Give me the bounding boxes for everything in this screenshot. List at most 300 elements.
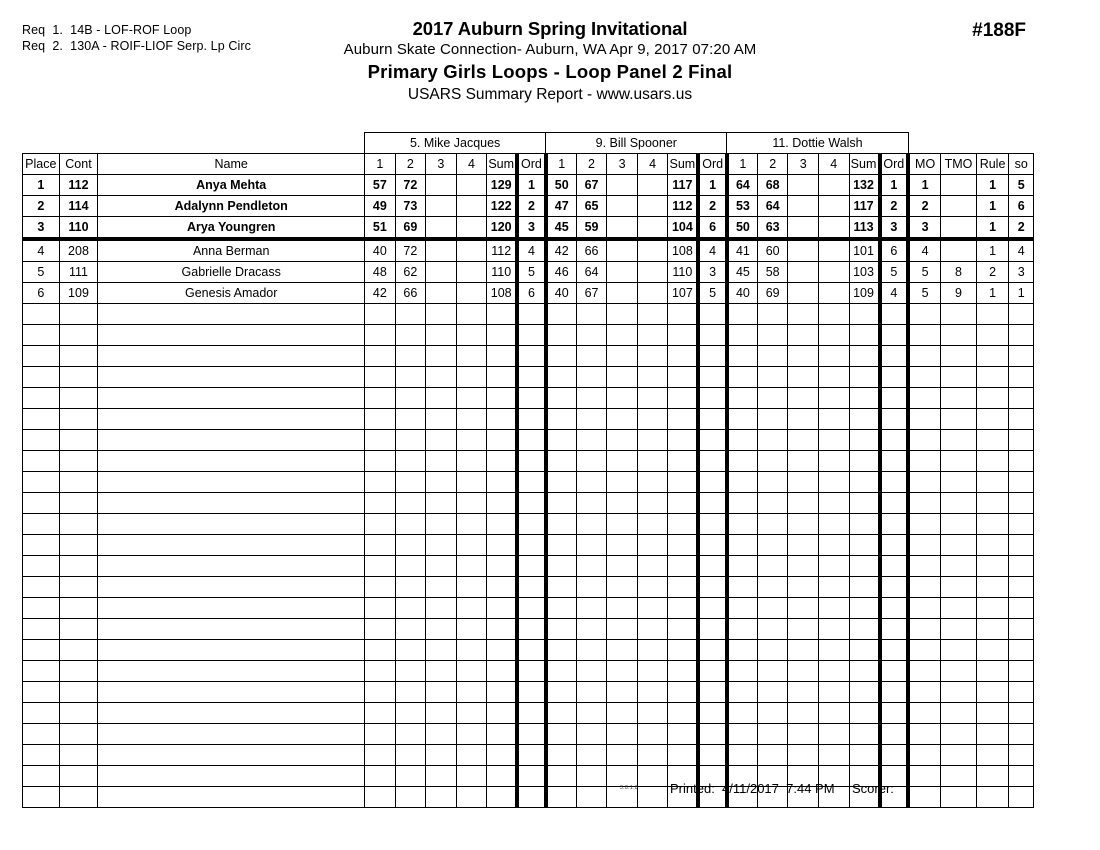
cell-j3-score-2 [757,535,788,556]
cell-rule [976,535,1009,556]
cell-j1-score-3 [426,196,457,217]
cell-j3-score-4 [818,619,849,640]
cell-j2-score-3 [607,577,638,598]
title-block [0,18,1100,106]
cell-tmo [941,493,977,514]
cell-j2-score-1 [546,514,577,535]
cell-j3-sum [849,409,880,430]
cell-j2-score-1 [546,472,577,493]
cell-tmo [941,661,977,682]
cell-j3-score-4 [818,640,849,661]
cell-j2-score-1 [546,430,577,451]
page-footer [22,781,1034,803]
cell-j1-sum: 122 [487,196,518,217]
cell-mo: 1 [908,175,941,196]
cell-j2-score-4 [637,598,668,619]
cell-j1-score-4 [456,175,487,196]
cell-j3-sum: 132 [849,175,880,196]
cell-j3-score-1 [727,472,758,493]
cell-rule [976,703,1009,724]
cell-j2-score-4 [637,409,668,430]
cell-j1-score-4 [456,514,487,535]
cell-j1-ord [517,556,546,577]
cell-j1-sum: 129 [487,175,518,196]
cell-mo [908,472,941,493]
cell-so [1009,619,1034,640]
cell-j3-score-2 [757,514,788,535]
cell-j3-score-4 [818,196,849,217]
header-cont: Cont [59,154,98,175]
cell-j1-score-3 [426,430,457,451]
cell-tmo [941,472,977,493]
cell-name [98,619,365,640]
cell-j1-score-3 [426,661,457,682]
cell-cont [59,514,98,535]
cell-j3-score-4 [818,367,849,388]
cell-j3-ord [880,556,909,577]
cell-j1-score-4 [456,535,487,556]
cell-j1-score-1 [365,493,396,514]
cell-rule [976,367,1009,388]
cell-j3-score-2 [757,430,788,451]
cell-j2-sum: 107 [668,283,699,304]
cell-name: Anya Mehta [98,175,365,196]
cell-name [98,640,365,661]
cell-tmo [941,577,977,598]
header-j1-score-3: 3 [426,154,457,175]
cell-j3-score-1 [727,535,758,556]
cell-j3-sum [849,619,880,640]
cell-j3-score-3 [788,514,819,535]
cell-j3-score-1 [727,514,758,535]
cell-j1-sum: 120 [487,217,518,240]
cell-j2-score-3 [607,239,638,262]
cell-j3-score-1 [727,598,758,619]
cell-j2-score-4 [637,535,668,556]
cell-j2-score-2 [576,430,607,451]
cell-j2-sum [668,556,699,577]
cell-j3-score-3 [788,640,819,661]
cell-j2-sum [668,451,699,472]
table-row-empty [23,703,1034,724]
cell-j1-score-2 [395,703,426,724]
cell-j2-score-3 [607,703,638,724]
cell-j3-score-2: 60 [757,239,788,262]
cell-j1-score-1 [365,724,396,745]
cell-j2-score-1 [546,304,577,325]
cell-cont: 109 [59,283,98,304]
cell-name: Anna Berman [98,239,365,262]
cell-j2-score-1 [546,640,577,661]
cell-j1-score-1 [365,577,396,598]
cell-j3-ord: 5 [880,262,909,283]
cell-j3-score-4 [818,304,849,325]
cell-j2-score-4 [637,619,668,640]
cell-j3-score-4 [818,239,849,262]
cell-mo [908,493,941,514]
cell-mo [908,745,941,766]
cell-j3-sum [849,703,880,724]
cell-j1-score-1 [365,535,396,556]
cell-name [98,535,365,556]
cell-name: Gabrielle Dracass [98,262,365,283]
cell-j1-sum [487,598,518,619]
printed-timestamp: Printed: 4/11/2017 7:44 PM [670,781,835,796]
cell-j3-ord [880,388,909,409]
cell-j3-score-3 [788,217,819,240]
cell-j3-sum [849,304,880,325]
cell-j3-score-4 [818,535,849,556]
cell-j1-score-2 [395,451,426,472]
cell-j2-score-1 [546,661,577,682]
cell-j3-ord [880,703,909,724]
cell-cont [59,493,98,514]
cell-j3-score-1 [727,703,758,724]
cell-j2-score-3 [607,175,638,196]
cell-place [23,493,60,514]
cell-place: 5 [23,262,60,283]
cell-j1-score-2 [395,535,426,556]
cell-j2-score-3 [607,451,638,472]
cell-j2-score-4 [637,472,668,493]
cell-j1-score-2 [395,325,426,346]
cell-j3-score-2 [757,556,788,577]
cell-j3-score-1 [727,388,758,409]
cell-name [98,430,365,451]
cell-j2-score-3 [607,724,638,745]
cell-rule [976,640,1009,661]
cell-j1-score-3 [426,283,457,304]
cell-j2-score-2 [576,619,607,640]
cell-mo [908,640,941,661]
cell-place [23,388,60,409]
cell-cont [59,388,98,409]
cell-j2-score-1 [546,535,577,556]
cell-so [1009,388,1034,409]
cell-rule [976,493,1009,514]
band-spacer-so [1009,133,1034,154]
cell-rule [976,304,1009,325]
cell-j1-score-1 [365,451,396,472]
cell-j1-score-1 [365,745,396,766]
cell-j1-ord [517,451,546,472]
cell-j3-ord [880,682,909,703]
cell-j3-score-4 [818,556,849,577]
cell-j3-score-1 [727,325,758,346]
judge-name-1: 5. Mike Jacques [365,133,546,154]
cell-so [1009,451,1034,472]
cell-j1-score-4 [456,239,487,262]
cell-j3-score-2 [757,598,788,619]
cell-j3-ord: 6 [880,239,909,262]
cell-j2-score-1 [546,556,577,577]
cell-j1-ord [517,535,546,556]
cell-mo: 4 [908,239,941,262]
table-row-empty [23,472,1034,493]
cell-j2-ord [698,640,727,661]
requirement-line-1: Req 1. 14B - LOF-ROF Loop [22,23,192,37]
cell-j3-sum [849,535,880,556]
cell-name [98,451,365,472]
cell-j2-sum [668,346,699,367]
table-row-empty [23,535,1034,556]
cell-j3-score-3 [788,239,819,262]
header-j2-score-2: 2 [576,154,607,175]
cell-j2-score-3 [607,196,638,217]
cell-place [23,556,60,577]
cell-j2-score-1 [546,619,577,640]
cell-j3-score-1 [727,661,758,682]
cell-place [23,619,60,640]
cell-place [23,346,60,367]
cell-j2-score-1 [546,409,577,430]
cell-j3-sum [849,661,880,682]
cell-j1-score-3 [426,535,457,556]
band-spacer-tmo [941,133,977,154]
cell-tmo [941,451,977,472]
cell-name [98,577,365,598]
cell-j2-score-1 [546,346,577,367]
cell-place: 4 [23,239,60,262]
cell-j1-score-3 [426,217,457,240]
cell-tmo [941,682,977,703]
header-j1-ord: Ord [517,154,546,175]
cell-j3-score-3 [788,493,819,514]
cell-j3-sum [849,745,880,766]
cell-j2-score-3 [607,217,638,240]
cell-j3-score-3 [788,304,819,325]
cell-tmo [941,346,977,367]
cell-j3-score-1 [727,640,758,661]
cell-j2-score-3 [607,346,638,367]
cell-j1-score-3 [426,325,457,346]
cell-so [1009,493,1034,514]
cell-j1-ord [517,325,546,346]
cell-j2-score-1 [546,703,577,724]
cell-j1-score-2 [395,430,426,451]
cell-j2-ord [698,556,727,577]
table-row [23,262,1034,283]
cell-j1-score-3 [426,367,457,388]
cell-j3-sum [849,640,880,661]
cell-tmo [941,304,977,325]
cell-j1-ord [517,514,546,535]
cell-j1-score-4 [456,598,487,619]
cell-j1-score-1: 49 [365,196,396,217]
cell-j2-score-2: 67 [576,175,607,196]
cell-j1-score-1 [365,556,396,577]
cell-place [23,640,60,661]
cell-name [98,472,365,493]
cell-j2-score-2 [576,682,607,703]
cell-j2-ord [698,472,727,493]
cell-j2-sum: 104 [668,217,699,240]
cell-j2-score-4 [637,262,668,283]
header-j3-ord: Ord [880,154,909,175]
cell-j3-score-2 [757,661,788,682]
cell-j3-score-1: 41 [727,239,758,262]
cell-j1-score-3 [426,619,457,640]
cell-j3-score-1: 40 [727,283,758,304]
cell-j1-score-4 [456,493,487,514]
cell-j2-ord [698,535,727,556]
cell-j2-score-1: 47 [546,196,577,217]
cell-j1-ord [517,703,546,724]
cell-mo [908,682,941,703]
cell-j2-score-4 [637,283,668,304]
cell-j3-score-2 [757,388,788,409]
cell-so [1009,577,1034,598]
cell-mo [908,514,941,535]
cell-j1-score-4 [456,745,487,766]
cell-j2-score-2: 65 [576,196,607,217]
cell-j2-sum: 108 [668,239,699,262]
cell-j3-ord [880,304,909,325]
cell-j2-score-4 [637,745,668,766]
cell-j1-score-4 [456,640,487,661]
cell-tmo [941,367,977,388]
column-header-row [23,154,1034,175]
cell-j2-ord [698,388,727,409]
cell-j2-score-1: 40 [546,283,577,304]
cell-j2-score-2 [576,388,607,409]
cell-rule: 2 [976,262,1009,283]
cell-so [1009,535,1034,556]
cell-name [98,409,365,430]
cell-cont [59,430,98,451]
cell-j3-score-4 [818,724,849,745]
cell-mo [908,619,941,640]
cell-rule [976,325,1009,346]
cell-j1-score-3 [426,724,457,745]
cell-j2-score-2: 66 [576,239,607,262]
cell-place [23,703,60,724]
cell-j2-score-4 [637,661,668,682]
table-body [23,175,1034,808]
cell-j2-score-4 [637,514,668,535]
table-row-empty [23,724,1034,745]
cell-j1-score-4 [456,703,487,724]
cell-mo [908,430,941,451]
cell-j2-sum [668,409,699,430]
cell-j2-score-3 [607,745,638,766]
cell-mo [908,367,941,388]
cell-j1-ord: 1 [517,175,546,196]
table-row [23,196,1034,217]
cell-j1-score-3 [426,175,457,196]
cell-j2-ord [698,577,727,598]
cell-j3-score-4 [818,577,849,598]
cell-j3-score-2 [757,325,788,346]
table-row-empty [23,514,1034,535]
cell-j1-score-2 [395,514,426,535]
cell-rule [976,346,1009,367]
cell-so [1009,745,1034,766]
cell-place [23,745,60,766]
cell-j1-ord [517,472,546,493]
cell-j2-score-4 [637,577,668,598]
cell-tmo [941,598,977,619]
cell-j2-score-2 [576,304,607,325]
header-j1-score-4: 4 [456,154,487,175]
cell-so [1009,556,1034,577]
cell-j1-sum [487,493,518,514]
cell-place [23,514,60,535]
cell-j3-score-1 [727,682,758,703]
cell-j2-score-2 [576,325,607,346]
cell-mo [908,409,941,430]
cell-j1-ord [517,367,546,388]
cell-j1-ord [517,493,546,514]
cell-j2-ord [698,598,727,619]
report-subtitle: USARS Summary Report - www.usars.us [407,86,693,103]
cell-j2-ord [698,409,727,430]
cell-j1-score-4 [456,577,487,598]
cell-j1-score-2 [395,640,426,661]
cell-so [1009,724,1034,745]
cell-j1-ord [517,745,546,766]
cell-tmo [941,724,977,745]
cell-so [1009,472,1034,493]
cell-j3-sum [849,430,880,451]
cell-j1-score-2: 72 [395,239,426,262]
requirement-line-2: Req 2. 130A - ROIF-LIOF Serp. Lp Circ [22,39,251,53]
cell-j2-ord [698,367,727,388]
cell-j1-score-2 [395,598,426,619]
cell-so: 6 [1009,196,1034,217]
cell-j2-ord [698,304,727,325]
cell-j3-score-3 [788,175,819,196]
table-row [23,217,1034,240]
cell-name [98,598,365,619]
cell-j3-ord [880,514,909,535]
cell-j2-score-2 [576,409,607,430]
cell-j2-score-3 [607,283,638,304]
cell-j1-score-4 [456,682,487,703]
cell-so [1009,661,1034,682]
cell-j2-score-3 [607,682,638,703]
header-j2-sum: Sum [668,154,699,175]
cell-j1-score-2 [395,682,426,703]
cell-j3-score-4 [818,409,849,430]
cell-j2-score-4 [637,451,668,472]
results-table [22,132,1034,808]
table-row [23,283,1034,304]
cell-j2-score-3 [607,409,638,430]
cell-name [98,304,365,325]
cell-cont [59,472,98,493]
cell-tmo [941,535,977,556]
cell-j2-score-2 [576,514,607,535]
cell-j2-score-4 [637,325,668,346]
cell-j2-sum [668,493,699,514]
cell-cont: 114 [59,196,98,217]
cell-j3-score-4 [818,388,849,409]
cell-place [23,304,60,325]
cell-j1-score-1: 40 [365,239,396,262]
cell-j1-score-4 [456,283,487,304]
cell-so [1009,682,1034,703]
cell-j3-score-4 [818,325,849,346]
cell-j3-sum: 109 [849,283,880,304]
cell-j2-score-1 [546,388,577,409]
cell-j3-score-1: 64 [727,175,758,196]
cell-j1-sum [487,346,518,367]
cell-j2-ord [698,346,727,367]
cell-j1-score-2: 73 [395,196,426,217]
cell-j1-sum [487,430,518,451]
cell-j1-ord [517,346,546,367]
